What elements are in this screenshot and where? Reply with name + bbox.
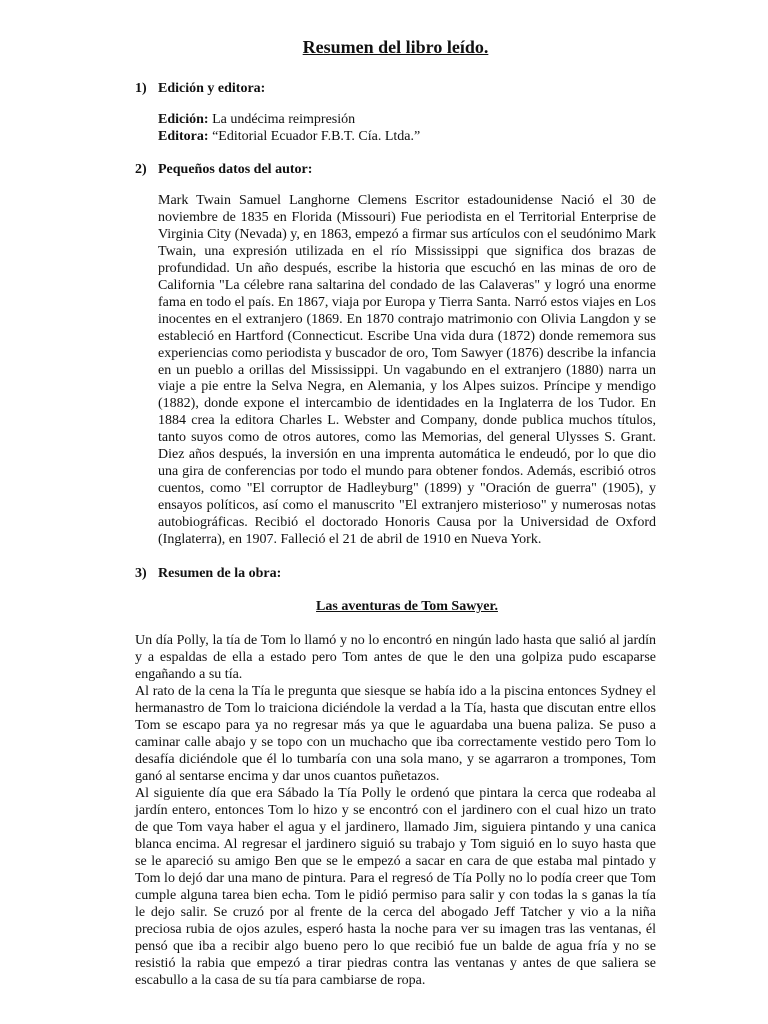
edition-label: Edición:	[158, 112, 209, 127]
publisher-row	[158, 128, 656, 145]
story-paragraph: Al siguiente día que era Sábado la Tía Polly le ordenó que pintara la cerca que rodeaba al jardín entero, entonces Tom lo hizo y se encontró con el jardinero con el cual hizo un trato de que Tom vaya haber el agua y el jardinero, llamado Jim, siguiera pintando y una canica blanca encima. Al regresar el jardinero siguió su trabajo y Tom siguió en lo suyo hasta que se le apareció su amigo Ben que se le empezó a sacar en cara de que estaba mal pintado y Tom lo dejó dar una mano de pintura. Para el regresó de Tía Polly no lo podía creer que Tom cumple alguna tarea bien echa. Tom le pidió permiso para salir y con todas la s ganas la tía le dejo salir. Se cruzó por al frente de la cerca del abogado Jeff Tatcher y vio a la niña preciosa rubia de ojos azules, esperó hasta la noche para ver su imagen tras las ventanas, él pensó que iba a recibir algo bueno pero lo que recibió fue un balde de agua fría y no se resistió la rabia que empezó a tirar piedras contra las ventanas y antes de que saliera se escabullo a la casa de su tía para cambiarse de ropa.	[135, 786, 656, 989]
section-summary-heading	[135, 565, 656, 583]
section-edition-heading	[135, 80, 656, 98]
publisher-label: Editora:	[158, 129, 209, 144]
edition-value: La undécima reimpresión	[208, 112, 356, 127]
author-biography: Mark Twain Samuel Langhorne Clemens Escritor estadounidense Nació el 30 de noviembre de 1835 en Florida (Missouri) Fue periodista en el Territorial Enterprise de Virginia City (Nevada) y, en 1863, empezó a firmar sus artículos con el seudónimo Mark Twain, una expresión utilizada en el río Mississippi que significa dos brazas de profundidad. Un año después, escribe la historia que escuchó en las minas de oro de California "La célebre rana saltarina del condado de las Calaveras" y logró una enorme fama en todo el país. En 1867, viaja por Europa y Tierra Santa. Narró estos viajes en Los inocentes en el extranjero (1869. En 1870 contrajo matrimonio con Olivia Langdon y se estableció en Hartford (Connecticut. Escribe Una vida dura (1872) donde rememora sus experiencias como periodista y buscador de oro, Tom Sawyer (1876) describe la infancia en un pueblo a orillas del Mississippi. Un vagabundo en el extranjero (1880) narra un viaje a pie entre la Selva Negra, en Alemania, y los Alpes suizos. Príncipe y mendigo (1882), donde expone el intercambio de identidades en la Inglaterra de los Tudor. En 1884 crea la editora Charles L. Webster and Company, donde publica muchos títulos, tanto suyos como de otros autores, como las Memorias, del general Ulysses S. Grant. Diez años después, la inversión en una imprenta automática le endeudó, por lo que dio una gira de conferencias por todo el mundo para obtener fondos. Además, escribió otros cuentos, como "El corruptor de Hadleyburg" (1899) y "Oración de guerra" (1905), y ensayos políticos, así como el manuscrito "El extranjero misterioso" y numerosas notas autobiográficas. Recibió el doctorado Honoris Causa por la Universidad de Oxford (Inglaterra), en 1907. Falleció el 21 de abril de 1910 en Nueva York.	[158, 193, 656, 548]
work-title: Las aventuras de Tom Sawyer.	[316, 599, 498, 615]
section-author-heading	[135, 161, 656, 179]
section-heading-text: Edición y editora:	[158, 81, 266, 96]
story-paragraph: Al rato de la cena la Tía le pregunta que siesque se había ido a la piscina entonces Sydney el hermanastro de Tom lo traiciona diciéndole la verdad a la Tía, hasta que discutan entre ellos Tom se escapo para ya no regresar más ya que le aguardaba una buena paliza. Se puso a caminar calle abajo y se topo con un muchacho que iba correctamente vestido pero Tom lo desafía diciéndole que él lo tumbaría con una sola mano, y se agarraron a trompones, Tom ganó al sentarse encima y dar unos cuantos puñetazos.	[135, 684, 656, 785]
section-number: 2)	[135, 162, 147, 177]
edition-row	[158, 111, 656, 128]
edition-details	[135, 111, 656, 145]
story-summary	[135, 632, 656, 989]
publisher-value: “Editorial Ecuador F.B.T. Cía. Ltda.”	[208, 129, 421, 144]
section-heading-text: Resumen de la obra:	[158, 566, 282, 582]
section-number: 3)	[135, 566, 147, 582]
story-paragraph: Un día Polly, la tía de Tom lo llamó y no lo encontró en ningún lado hasta que salió al jardín y a espaldas de ella a estado pero Tom antes de que le den una golpiza pudo escaparse engañando a su tía.	[135, 633, 656, 683]
document-title: Resumen del libro leído.	[302, 37, 489, 57]
section-number: 1)	[135, 81, 147, 96]
section-heading-text: Pequeños datos del autor:	[158, 162, 313, 177]
